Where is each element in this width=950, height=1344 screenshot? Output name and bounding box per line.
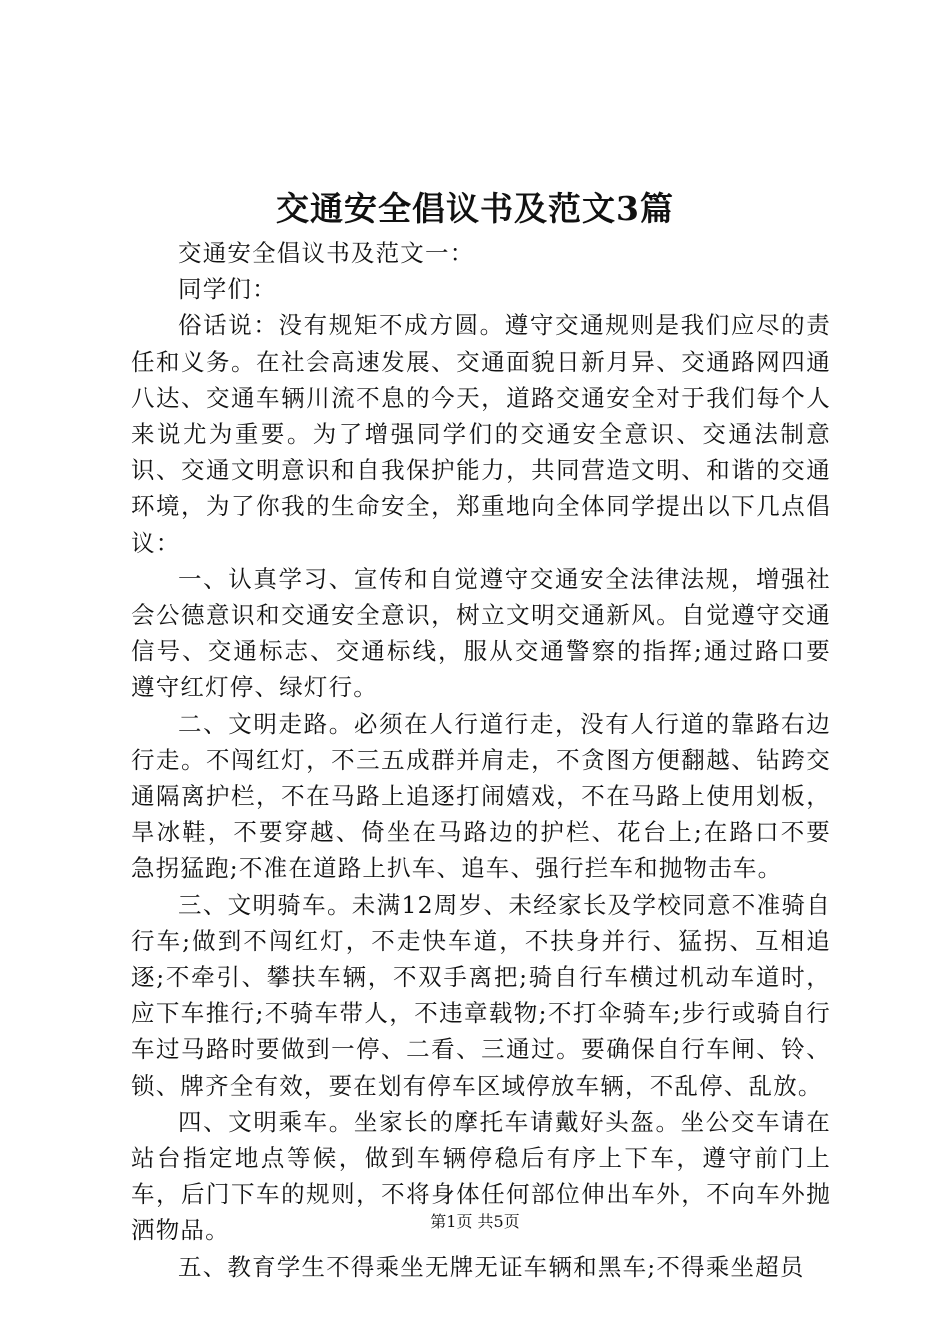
page-footer: 第1页 共5页 xyxy=(430,1212,520,1231)
paragraph-proposal-3: 三、文明骑车。未满12周岁、未经家长及学校同意不准骑自行车;做到不闯红灯，不走快车道，不扶身并行、猛拐、互相追逐;不牵引、攀扶车辆，不双手离把;骑自行车横过机动车道时，应下车推行;不骑车带人，不违章载物;不打伞骑车;步行或骑自行车过马路时要做到一停、二看、三通过。要确保自行车闸、铃、锁、牌齐全有效，要在划有停车区域停放车辆，不乱停、乱放。 xyxy=(131,890,831,1100)
paragraph-proposal-2: 二、文明走路。必须在人行道行走，没有人行道的靠路右边行走。不闯红灯，不三五成群并肩走，不贪图方便翻越、钻跨交通隔离护栏，不在马路上追逐打闹嬉戏，不在马路上使用划板，旱冰鞋，不要穿越、倚坐在马路边的护栏、花台上;在路口不要急拐猛跑;不准在道路上扒车、追车、强行拦车和抛物击车。 xyxy=(131,709,831,883)
document-title: 交通安全倡议书及范文3篇 xyxy=(276,189,674,228)
section-heading: 交通安全倡议书及范文一： xyxy=(178,239,475,267)
paragraph-proposal-5: 五、教育学生不得乘坐无牌无证车辆和黑车;不得乘坐超员 xyxy=(178,1252,805,1281)
paragraph-proposal-4: 四、文明乘车。坐家长的摩托车请戴好头盔。坐公交车请在站台指定地点等候，做到车辆停稳后有序上下车，遵守前门上车，后门下车的规则，不将身体任何部位伸出车外，不向车外抛洒物品。 xyxy=(131,1107,831,1245)
paragraph-intro: 俗话说：没有规矩不成方圆。遵守交通规则是我们应尽的责任和义务。在社会高速发展、交通面貌日新月异、交通路网四通八达、交通车辆川流不息的今天，道路交通安全对于我们每个人来说尤为重要。为了增强同学们的交通安全意识、交通法制意识、交通文明意识和自我保护能力，共同营造文明、和谐的交通环境，为了你我的生命安全，郑重地向全体同学提出以下几点倡议： xyxy=(131,311,831,557)
document-body xyxy=(131,235,831,1285)
paragraph-proposal-1: 一、认真学习、宣传和自觉遵守交通安全法律法规，增强社会公德意识和交通安全意识，树立文明交通新风。自觉遵守交通信号、交通标志、交通标线，服从交通警察的指挥;通过路口要遵守红灯停、绿灯行。 xyxy=(131,564,831,702)
salutation: 同学们： xyxy=(178,275,277,304)
